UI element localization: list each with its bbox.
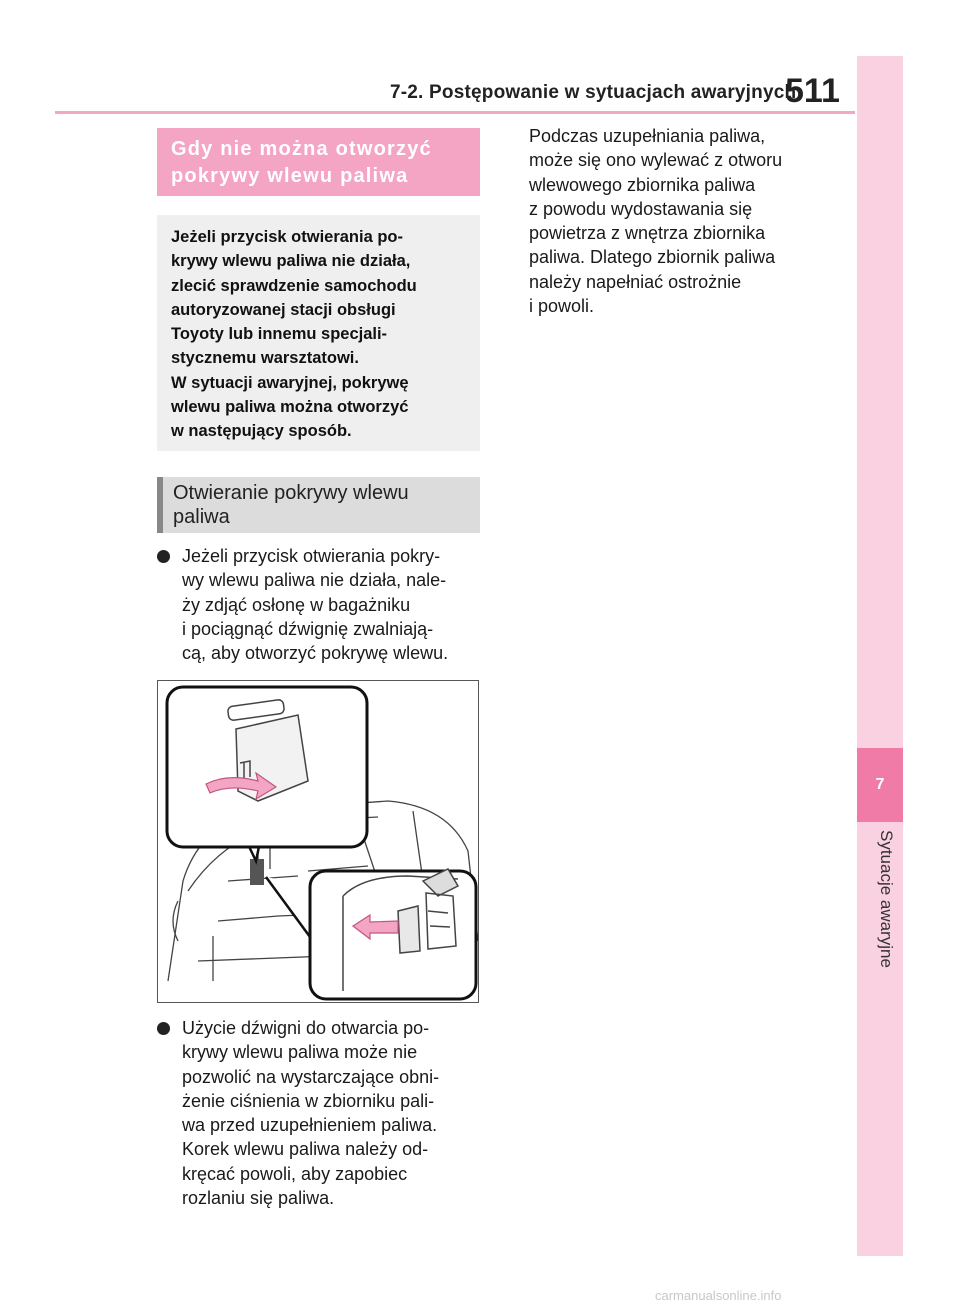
bullet-line: Jeżeli przycisk otwierania pokry- (182, 546, 441, 566)
bullet-text (182, 544, 448, 665)
info-line: wlewu paliwa można otworzyć (171, 398, 409, 417)
bullet-line: i pociągnąć dźwignię zwalniają- (182, 618, 434, 639)
bullet-line: cą, aby otworzyć pokrywę wlewu. (182, 643, 449, 664)
bullet-icon (157, 1022, 170, 1035)
bullet-line: wa przed uzupełnieniem paliwa. (182, 1115, 438, 1136)
bullet-line: pozwolić na wystarczające obni- (182, 1066, 440, 1087)
paragraph-line: wlewowego zbiornika paliwa (529, 174, 756, 195)
bullet-line: Korek wlewu paliwa należy od- (182, 1139, 429, 1160)
paragraph-line: Podczas uzupełniania paliwa, (529, 126, 766, 146)
paragraph-line: paliwa. Dlatego zbiornik paliwa (529, 247, 776, 268)
info-line: autoryzowanej stacji obsługi (171, 300, 396, 319)
bullet-line: rozlaniu się paliwa. (182, 1188, 335, 1209)
bullet-icon (157, 550, 170, 563)
paragraph-line: z powodu wydostawania się (529, 198, 753, 219)
header-divider (55, 111, 855, 114)
fuel-door-release-illustration (157, 680, 479, 1003)
illustration-svg (158, 681, 479, 1003)
info-line: Jeżeli przycisk otwierania po- (171, 228, 403, 246)
section-heading-line: Otwieranie pokrywy wlewu (173, 482, 409, 504)
bullet-text (182, 1016, 439, 1210)
bullet-line: wy wlewu paliwa nie działa, nale- (182, 570, 447, 591)
info-line: w następujący sposób. (171, 422, 352, 441)
info-box (157, 215, 480, 451)
section-title: 7-2. Postępowanie w sytuacjach awaryjnych (390, 82, 797, 103)
paragraph-line: może się ono wylewać z otworu (529, 150, 783, 171)
right-column-text (529, 124, 782, 318)
bullet-line: Użycie dźwigni do otwarcia po- (182, 1018, 430, 1038)
section-heading (157, 477, 480, 533)
info-line: zlecić sprawdzenie samochodu (171, 276, 417, 295)
chapter-side-tab (857, 56, 903, 1256)
topic-title-line: Gdy nie można otworzyć (171, 138, 432, 160)
bullet-line: kręcać powoli, aby zapobiec (182, 1163, 408, 1184)
paragraph-line: należy napełniać ostrożnie (529, 271, 742, 292)
topic-title-line: pokrywy wlewu paliwa (171, 165, 409, 187)
chapter-label: Sytuacje awaryjne (877, 830, 896, 968)
info-line: stycznemu warsztatowi. (171, 349, 359, 368)
info-line: Toyoty lub innemu specjali- (171, 325, 388, 344)
page-number: 511 (785, 72, 840, 110)
footer-watermark[interactable]: carmanualsonline.info (655, 1288, 782, 1303)
bullet-line: ży zdjąć osłonę w bagażniku (182, 594, 411, 615)
chapter-number: 7 (857, 748, 903, 822)
bullet-line: krywy wlewu paliwa może nie (182, 1042, 418, 1063)
info-line: krywy wlewu paliwa nie działa, (171, 252, 411, 271)
info-line: W sytuacji awaryjnej, pokrywę (171, 373, 409, 392)
paragraph-line: powietrza z wnętrza zbiornika (529, 223, 766, 244)
section-heading-line: paliwa (173, 506, 230, 528)
bullet-line: żenie ciśnienia w zbiorniku pali- (182, 1090, 435, 1111)
paragraph-line: i powoli. (529, 296, 595, 317)
lever-icon (250, 859, 264, 885)
topic-title-box (157, 128, 480, 196)
